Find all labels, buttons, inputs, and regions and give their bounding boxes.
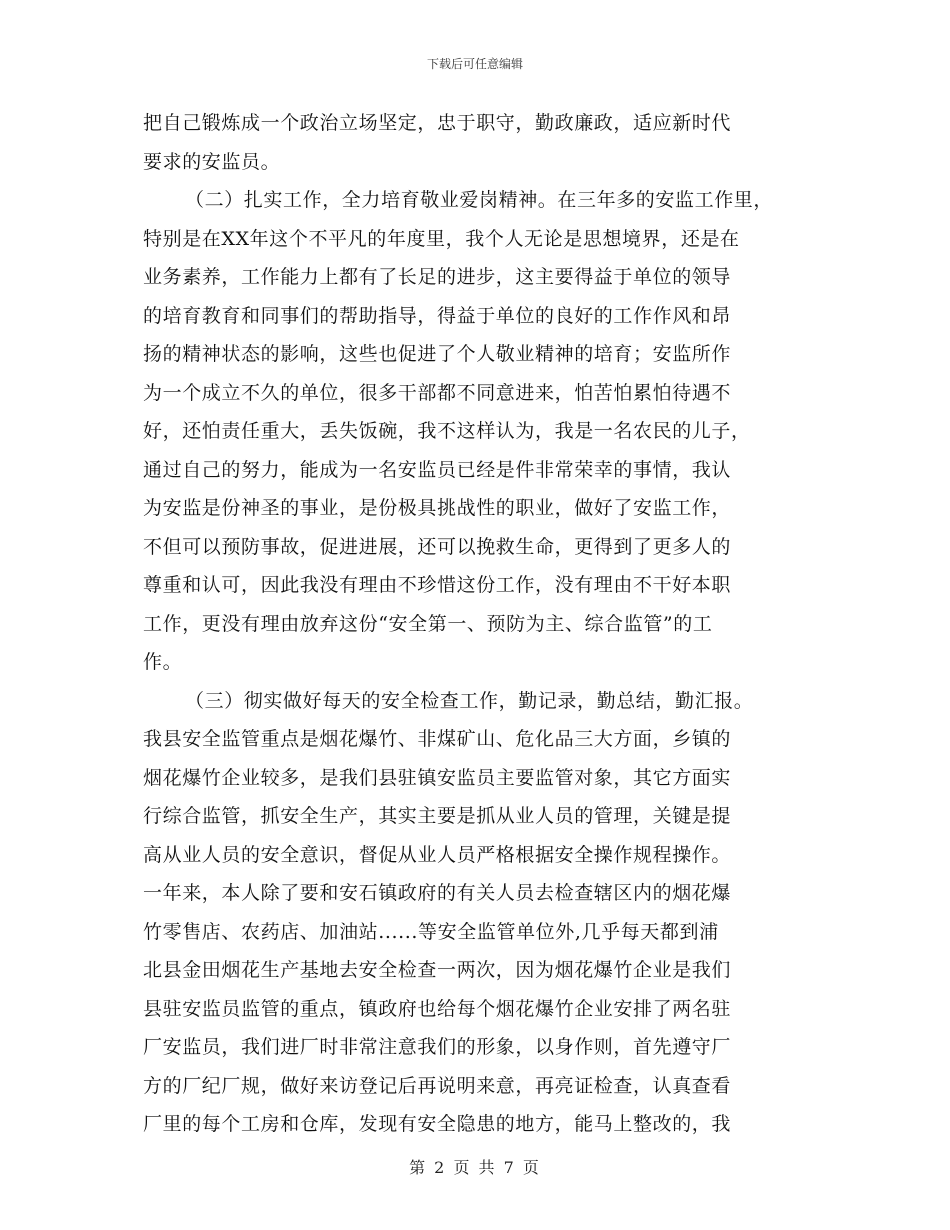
text-line: 厂安监员，我们进厂时非常注意我们的形象，以身作则，首先遵守厂 <box>143 1036 732 1058</box>
text-line: 烟花爆竹企业较多，是我们县驻镇安监员主要监管对象，其它方面实 <box>143 766 732 789</box>
text-line: 北县金田烟花生产基地去安全检查一两次，因为烟花爆竹企业是我们 <box>143 959 732 981</box>
text-line: 一年来，本人除了要和安石镇政府的有关人员去检查辖区内的烟花爆 <box>143 882 732 904</box>
text-line: 县驻安监员监管的重点，镇政府也给每个烟花爆竹企业安排了两名驻 <box>143 997 732 1020</box>
text-line: 特别是在XX年这个不平凡的年度里，我个人无论是思想境界，还是在 <box>143 227 740 250</box>
text-line: 竹零售店、农药店、加油站......等安全监管单位外,几乎每天都到浦 <box>143 920 719 943</box>
text-line: 业务素养，工作能力上都有了长足的进步，这主要得益于单位的领导 <box>143 266 732 288</box>
page-header: 下载后可任意编辑 <box>426 57 523 71</box>
text-line: 把自己锻炼成一个政治立场坚定，忠于职守，勤政廉政，适应新时代 <box>143 112 732 134</box>
text-line: 不但可以预防事故，促进进展，还可以挽救生命，更得到了更多人的 <box>143 535 732 558</box>
text-line: 好，还怕责任重大，丢失饭碗，我不这样认为，我是一名农民的儿子， <box>143 420 751 442</box>
text-line: 行综合监管，抓安全生产，其实主要是抓从业人员的管理，关键是提 <box>143 805 732 827</box>
text-line: 要求的安监员。 <box>143 150 281 173</box>
text-line: 为一个成立不久的单位，很多干部都不同意进来，怕苦怕累怕待遇不 <box>143 381 732 404</box>
page-footer: 第 2 页 共 7 页 <box>409 1158 541 1177</box>
paragraph-start-line: （二）扎实工作，全力培育敬业爱岗精神。在三年多的安监工作里， <box>185 189 774 211</box>
text-line: 厂里的每个工房和仓库，发现有安全隐患的地方，能马上整改的，我 <box>143 1113 732 1135</box>
text-line: 工作，更没有理由放弃这份“安全第一、预防为主、综合监管”的工 <box>143 612 713 635</box>
text-line: 尊重和认可，因此我没有理由不珍惜这份工作，没有理由不干好本职 <box>143 574 732 596</box>
text-line: 作。 <box>143 651 183 673</box>
text-line: 方的厂纪厂规，做好来访登记后再说明来意，再亮证检查，认真查看 <box>143 1074 732 1097</box>
paragraph-start-line: （三）彻实做好每天的安全检查工作，勤记录，勤总结，勤汇报。 <box>185 689 754 712</box>
text-line: 通过自己的努力，能成为一名安监员已经是件非常荣幸的事情，我认 <box>143 458 732 481</box>
text-line: 扬的精神状态的影响，这些也促进了个人敬业精神的培育；安监所作 <box>143 343 732 365</box>
text-line: 高从业人员的安全意识，督促从业人员严格根据安全操作规程操作。 <box>143 843 732 866</box>
document-body <box>143 104 823 1144</box>
text-line: 我县安全监管重点是烟花爆竹、非煤矿山、危化品三大方面，乡镇的 <box>143 728 732 750</box>
text-line: 为安监是份神圣的事业，是份极具挑战性的职业，做好了安监工作， <box>143 497 732 519</box>
text-line: 的培育教育和同事们的帮助指导，得益于单位的良好的工作作风和昂 <box>143 304 732 327</box>
